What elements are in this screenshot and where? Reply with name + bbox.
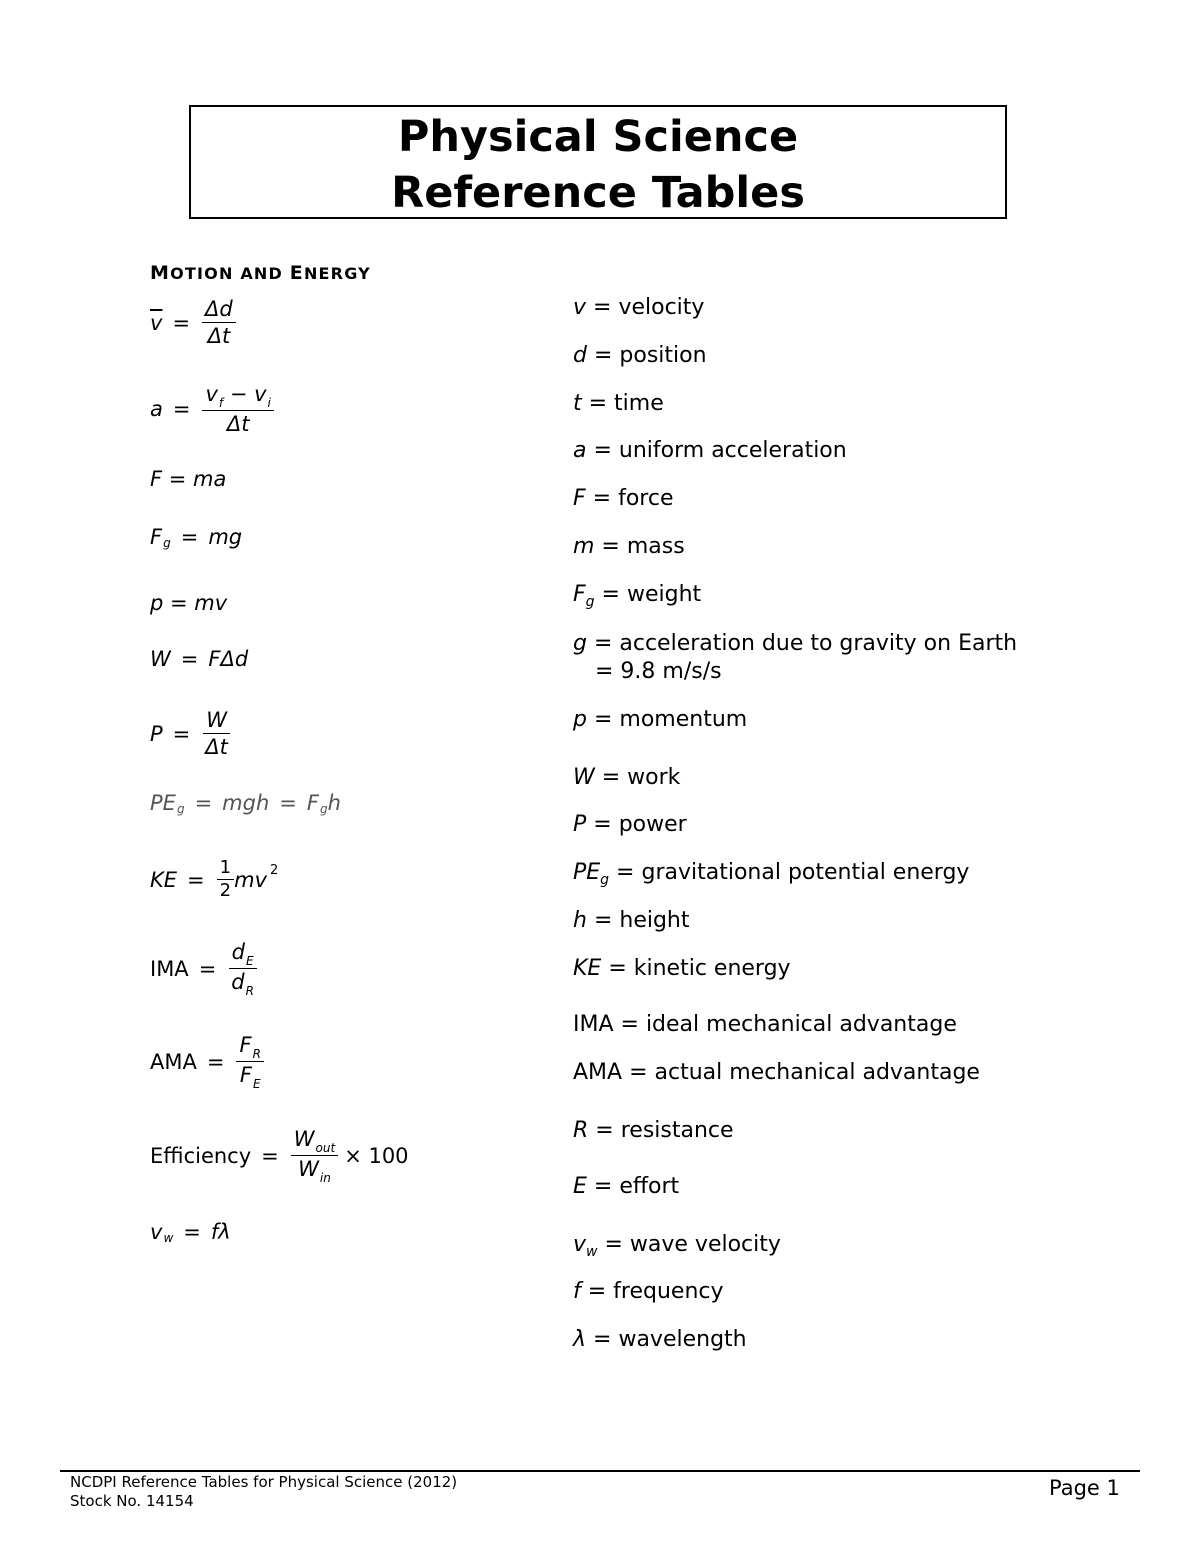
equation-efficiency [150, 1127, 409, 1184]
eq-lhs: a [150, 397, 163, 421]
eq-num-main: W [293, 1127, 315, 1151]
def-symbol: E [573, 1174, 587, 1199]
footer-source-line-1: NCDPI Reference Tables for Physical Science (2012) [70, 1473, 458, 1491]
eq-numerator [202, 382, 273, 411]
def-subscript: g [585, 594, 595, 610]
eq-rhs: fλ [210, 1220, 231, 1244]
eq-op: = [172, 397, 191, 421]
def-text: = resistance [588, 1118, 734, 1143]
def-text: = effort [586, 1174, 680, 1199]
eq-den-sub: R [245, 984, 254, 998]
eq-op: = [206, 1049, 225, 1074]
eq-fraction [202, 708, 231, 759]
eq-den-main: F [239, 1063, 252, 1087]
heading-part-2: NERGY [303, 264, 371, 283]
eq-numerator: 1 [217, 858, 234, 880]
eq-op: = [172, 310, 191, 335]
heading-part-1: OTION AND [170, 264, 290, 283]
eq-denominator: Δt [226, 412, 250, 436]
definition-KE [573, 955, 791, 983]
eq-text: F = ma [150, 467, 227, 491]
def-text: = wavelength [586, 1327, 747, 1352]
eq-op: = [180, 525, 199, 549]
def-text: = time [581, 391, 664, 416]
title-line-2: Reference Tables [391, 168, 805, 218]
equation-power [150, 708, 231, 759]
def-symbol: v [573, 1232, 587, 1257]
eq-op: = [180, 647, 199, 671]
eq-denominator: Δt [207, 324, 231, 348]
definition-f [573, 1278, 724, 1306]
def-symbol: λ [573, 1327, 587, 1352]
eq-lhs-sub: g [176, 802, 185, 816]
def-symbol: PE [573, 860, 601, 885]
heading-cap-e: E [289, 262, 304, 284]
eq-rhs: mg [208, 525, 243, 549]
eq-num-sub: R [252, 1047, 261, 1061]
definition-a [573, 437, 847, 465]
def-text: = kinetic energy [601, 956, 791, 981]
eq-num-sub: E [246, 954, 254, 968]
def-continuation: = 9.8 m/s/s [595, 659, 722, 684]
def-text: = height [586, 908, 690, 933]
footer-divider [60, 1470, 1140, 1472]
def-symbol: KE [573, 956, 602, 981]
def-symbol: P [573, 812, 587, 837]
eq-text: p = mv [150, 591, 228, 615]
def-symbol: R [573, 1118, 589, 1143]
eq-fraction [291, 1127, 338, 1184]
definition-g [573, 630, 1017, 686]
eq-denominator [228, 969, 257, 997]
eq-rhs: F [306, 791, 319, 815]
def-symbol: f [573, 1279, 581, 1304]
def-text: = frequency [580, 1279, 724, 1304]
eq-lhs: PE [150, 791, 176, 815]
def-symbol: a [573, 438, 587, 463]
equation-acceleration [150, 382, 274, 436]
equation-ima [150, 940, 257, 997]
eq-num-b: v [254, 382, 267, 406]
def-text: = mass [594, 534, 685, 559]
definition-Fg [573, 581, 701, 611]
eq-rhs: FΔd [208, 647, 249, 671]
eq-denominator [237, 1062, 264, 1090]
eq-numerator: W [203, 708, 230, 734]
eq-den-main: d [231, 970, 245, 994]
def-symbol: d [573, 343, 587, 368]
eq-num-a: v [205, 382, 218, 406]
def-symbol: F [573, 582, 586, 607]
eq-fraction [202, 297, 236, 348]
def-text: = force [585, 486, 674, 511]
eq-rhs: mv [234, 867, 267, 892]
def-text: = momentum [586, 707, 748, 732]
equation-wave [150, 1220, 231, 1244]
heading-cap-m: M [150, 262, 171, 284]
eq-num-a-sub: f [218, 396, 224, 410]
equation-work [150, 647, 248, 671]
eq-num-main: d [231, 940, 246, 964]
eq-lhs: KE [150, 867, 178, 892]
def-subscript: g [600, 872, 610, 888]
definition-AMA [573, 1059, 980, 1087]
eq-numerator: Δd [202, 297, 236, 323]
def-symbol: W [573, 765, 595, 790]
eq-numerator [229, 940, 257, 969]
eq-op-2: = [279, 791, 297, 815]
equation-kinetic-energy [150, 858, 278, 901]
eq-lhs: W [150, 647, 171, 671]
section-heading [150, 262, 371, 284]
definition-d [573, 342, 707, 370]
def-symbol: p [573, 707, 587, 732]
def-subscript: w [586, 1244, 598, 1260]
eq-rhs-sub: g [319, 802, 328, 816]
eq-op: = [198, 956, 217, 981]
eq-times: × 100 [344, 1143, 409, 1168]
eq-denominator: Δt [205, 735, 228, 759]
title-box [189, 105, 1007, 219]
def-symbol: v [573, 295, 587, 320]
eq-lhs: $\overline{v}$ [150, 310, 163, 335]
def-text: AMA = actual mechanical advantage [573, 1060, 980, 1085]
eq-lhs: F [150, 525, 163, 549]
eq-den-sub: E [252, 1077, 261, 1091]
eq-den-sub: in [319, 1171, 331, 1185]
definition-PEg [573, 859, 969, 889]
eq-fraction [217, 858, 234, 901]
page-number: Page 1 [1049, 1476, 1120, 1500]
equation-potential-energy [150, 791, 341, 815]
eq-numerator [291, 1127, 338, 1156]
definition-R [573, 1117, 734, 1145]
definition-P [573, 811, 687, 839]
def-text: = wave velocity [597, 1232, 781, 1257]
definition-m [573, 533, 685, 561]
eq-lhs: IMA [150, 956, 189, 981]
eq-fraction [228, 940, 257, 997]
definition-h [573, 907, 690, 935]
def-symbol: h [573, 908, 587, 933]
eq-op: = [183, 1220, 201, 1244]
eq-op: = [194, 791, 213, 815]
eq-lhs: P [150, 721, 163, 746]
definition-t [573, 390, 664, 418]
eq-rhs-sup: 2 [270, 863, 279, 878]
eq-rhs-end: h [327, 791, 341, 815]
def-text: = acceleration due to gravity on Earth [586, 631, 1018, 656]
eq-op: = [172, 721, 191, 746]
def-text: = velocity [586, 295, 705, 320]
eq-num-b-sub: i [267, 396, 271, 410]
def-text: = power [586, 812, 687, 837]
eq-op: = [187, 867, 205, 892]
definition-IMA [573, 1011, 957, 1039]
definition-vw [573, 1231, 781, 1261]
eq-mid: mgh [222, 791, 270, 815]
eq-fraction [236, 1033, 263, 1090]
eq-lhs: Efficiency [150, 1143, 252, 1168]
eq-numerator [236, 1033, 263, 1062]
def-symbol: m [573, 534, 595, 559]
def-text: = position [586, 343, 707, 368]
equation-velocity [150, 297, 236, 348]
eq-fraction [202, 382, 273, 436]
definition-F [573, 485, 673, 513]
def-symbol: t [573, 391, 582, 416]
equation-ama [150, 1033, 264, 1090]
eq-denominator [295, 1156, 334, 1184]
definition-v [573, 294, 704, 322]
footer-source [70, 1473, 457, 1511]
eq-lhs-sub: g [163, 536, 171, 550]
footer-stock-number: Stock No. 14154 [70, 1492, 194, 1510]
def-text: = weight [594, 582, 702, 607]
def-text: = gravitational potential energy [609, 860, 970, 885]
equation-weight [150, 525, 242, 549]
equation-momentum [150, 591, 227, 615]
definition-p [573, 706, 747, 734]
def-text: = work [594, 765, 681, 790]
eq-num-minus: − [223, 382, 255, 406]
definition-E [573, 1173, 679, 1201]
definition-W [573, 764, 680, 792]
eq-num-main: F [239, 1033, 252, 1057]
def-symbol: g [573, 631, 587, 656]
eq-lhs: AMA [150, 1049, 197, 1074]
equation-force [150, 467, 226, 491]
eq-num-sub: out [315, 1141, 336, 1155]
eq-denominator: 2 [219, 880, 232, 901]
eq-den-main: W [298, 1157, 319, 1181]
eq-op: = [261, 1143, 279, 1168]
def-symbol: F [573, 486, 586, 511]
def-text: IMA = ideal mechanical advantage [573, 1012, 957, 1037]
definition-lambda [573, 1326, 747, 1354]
def-text: = uniform acceleration [586, 438, 847, 463]
eq-lhs-sub: w [163, 1231, 174, 1245]
eq-lhs: v [150, 1220, 163, 1244]
title-line-1: Physical Science [397, 112, 799, 162]
